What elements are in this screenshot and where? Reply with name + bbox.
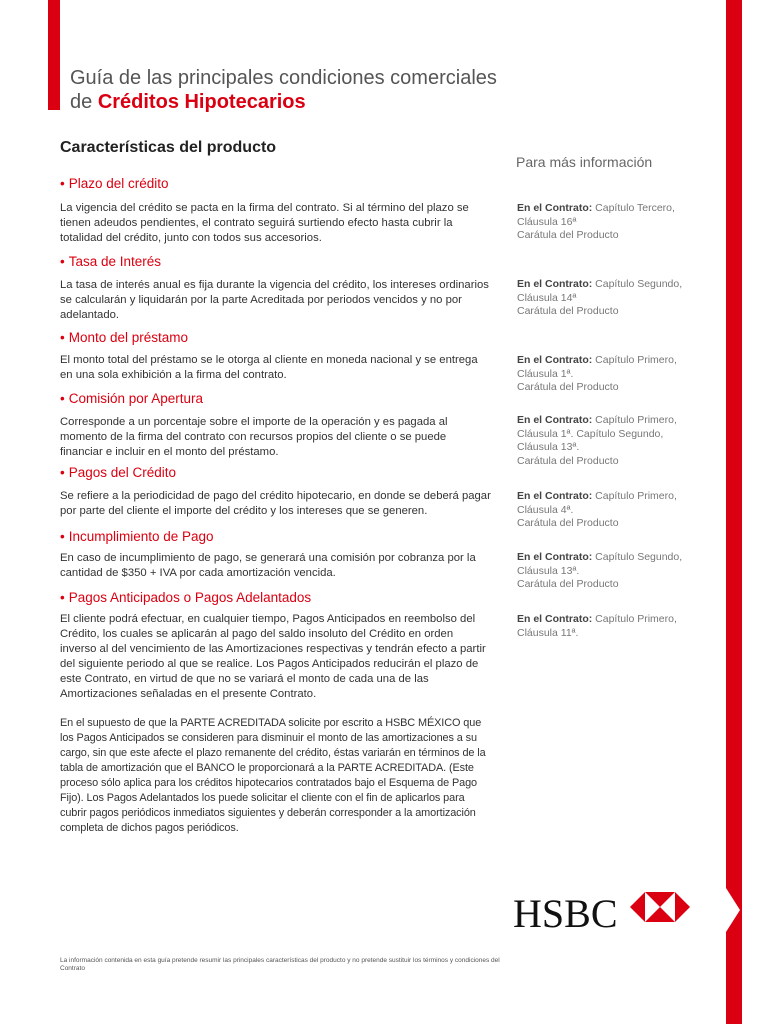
accent-bar-left xyxy=(48,0,60,110)
bullet-icon: • xyxy=(60,391,65,406)
contract-reference xyxy=(517,202,717,243)
topic-body-anticipados-2: En el supuesto de que la PARTE ACREDITADA solicite por escrito a HSBC MÉXICO que los Pagos Anticipados se consideren para disminuir el monto de las amortizaciones a su cargo, sin que este afecte el plazo remanente del crédito, éstas variarán en términos de la tabla de amortización que el BANCO le proporcionará a la PARTE ACREDITADA. (Este proceso sólo aplica para los créditos hipotecarios contratados bajo el Esquema de Pago Fijo). Los Pagos Adelantados los puede solicitar el cliente con el fin de aplicarlos para cubrir pagos periódicos inmediatos siguientes y deberán corresponder a la amortización completa de dichos pagos periódicos. xyxy=(60,717,486,834)
footer-disclaimer: La información contenida en esta guía pretende resumir las principales características del producto y no pretende sustituir los términos y condiciones del Contrato xyxy=(60,957,500,972)
topic-heading-text: Pagos del Crédito xyxy=(68,465,177,480)
reference-line: Capítulo Tercero, xyxy=(595,202,675,214)
info-heading: Para más información xyxy=(516,154,653,170)
contract-reference xyxy=(517,354,717,395)
contract-reference xyxy=(517,490,717,531)
reference-line: Carátula del Producto xyxy=(517,454,619,467)
reference-label: En el Contrato: xyxy=(517,354,593,366)
reference-label: En el Contrato: xyxy=(517,278,593,290)
topic-heading-text: Pagos Anticipados o Pagos Adelantados xyxy=(68,590,312,605)
contract-reference xyxy=(517,278,717,319)
bullet-icon: • xyxy=(60,176,65,191)
title-highlight: Créditos Hipotecarios xyxy=(97,91,306,113)
topic-heading-pagos xyxy=(60,465,490,480)
topic-body-monto: El monto total del préstamo se le otorga al cliente en moneda nacional y se entrega en una sola exhibición a la firma del contrato. xyxy=(60,354,478,381)
reference-label: En el Contrato: xyxy=(517,490,593,502)
topic-heading-plazo xyxy=(60,176,490,191)
topic-body-comision: Corresponde a un porcentaje sobre el importe de la operación y es pagada al momento de la firma del contrato con recursos propios del cliente o se puede financiar e incluir en el monto del préstamo. xyxy=(60,416,448,458)
reference-line: Capítulo Primero, xyxy=(595,490,677,502)
contract-reference xyxy=(517,551,717,592)
contract-reference xyxy=(517,414,717,468)
topic-heading-anticipados xyxy=(60,590,490,605)
hsbc-logo xyxy=(513,888,703,936)
reference-line: Carátula del Producto xyxy=(517,381,619,393)
bullet-icon: • xyxy=(60,590,65,605)
reference-line: Carátula del Producto xyxy=(517,578,619,590)
reference-line: Cláusula 16ª xyxy=(517,215,577,228)
reference-label: En el Contrato: xyxy=(517,202,593,214)
accent-notch xyxy=(726,888,740,932)
reference-label: En el Contrato: xyxy=(517,551,593,563)
topic-heading-text: Comisión por Apertura xyxy=(68,391,204,406)
reference-line: Cláusula 14ª xyxy=(517,291,577,304)
reference-line: Cláusula 4ª. xyxy=(517,503,574,516)
topic-heading-text: Incumplimiento de Pago xyxy=(68,529,214,544)
topic-body-tasa: La tasa de interés anual es fija durante la vigencia del crédito, los intereses ordinarios se calcularán y liquidarán por la parte Acreditada por periodos vencidos y no por adelantado. xyxy=(60,279,489,321)
reference-line: Carátula del Producto xyxy=(517,229,619,241)
topic-body-pagos: Se refiere a la periodicidad de pago del crédito hipotecario, en donde se deberá pagar por parte del cliente el importe del crédito y los intereses que se generen. xyxy=(60,490,491,517)
logo-wordmark: HSBC xyxy=(513,891,618,936)
reference-line: Capítulo Primero, xyxy=(595,414,677,426)
topic-heading-comision xyxy=(60,391,490,406)
reference-line: Cláusula 1ª. Capítulo Segundo, xyxy=(517,427,664,440)
reference-line: Cláusula 13ª. xyxy=(517,441,580,453)
reference-line: Capítulo Primero, xyxy=(595,354,677,366)
reference-line: Cláusula 13ª. xyxy=(517,564,580,577)
reference-line: Capítulo Segundo, xyxy=(595,278,683,290)
bullet-icon: • xyxy=(60,529,65,544)
section-heading: Características del producto xyxy=(60,139,277,156)
reference-line: Carátula del Producto xyxy=(517,517,619,529)
title-prefix: de xyxy=(70,91,98,113)
reference-line: Capítulo Segundo, xyxy=(595,551,683,563)
topic-heading-monto xyxy=(60,330,490,345)
title-line-1: Guía de las principales condiciones comerciales xyxy=(70,67,497,89)
topic-heading-tasa xyxy=(60,254,490,269)
topic-body-plazo: La vigencia del crédito se pacta en la firma del contrato. Si al término del plazo se tienen adeudos pendientes, el contrato seguirá surtiendo efecto hasta cubrir la totalidad del crédito, junto con todos sus accesorios. xyxy=(60,202,469,244)
reference-label: En el Contrato: xyxy=(517,613,593,625)
topic-heading-incumplimiento xyxy=(60,529,490,544)
topic-heading-text: Plazo del crédito xyxy=(68,176,169,191)
bullet-icon: • xyxy=(60,330,65,345)
reference-line: Cláusula 1ª. xyxy=(517,367,574,380)
reference-line: Cláusula 11ª. xyxy=(517,626,579,639)
contract-reference xyxy=(517,613,717,640)
bullet-icon: • xyxy=(60,465,65,480)
accent-bar-right xyxy=(726,0,742,1024)
reference-label: En el Contrato: xyxy=(517,414,593,426)
topic-body-anticipados: El cliente podrá efectuar, en cualquier tiempo, Pagos Anticipados en reembolso del Crédito, los cuales se aplicarán al pago del saldo insoluto del Crédito en orden inverso al del vencimiento de las Amortizaciones respectivas y tendrán efecto a partir del siguiente periodo al que se realice. Los Pagos Anticipados reducirán el plazo de este Contrato, en virtud de que no se variará el monto de cada una de las Amortizaciones señaladas en el presente Contrato. xyxy=(60,613,486,700)
title-line-2 xyxy=(70,90,710,114)
topic-heading-text: Tasa de Interés xyxy=(68,254,162,269)
reference-line: Carátula del Producto xyxy=(517,305,619,317)
page-title xyxy=(70,66,710,114)
bullet-icon: • xyxy=(60,254,65,269)
topic-body-incumplimiento: En caso de incumplimiento de pago, se generará una comisión por cobranza por la cantidad de $350 + IVA por cada amortización vencida. xyxy=(60,552,476,579)
reference-line: Capítulo Primero, xyxy=(595,613,677,625)
hexagon-logo-icon xyxy=(630,892,690,922)
topic-heading-text: Monto del préstamo xyxy=(68,330,189,345)
